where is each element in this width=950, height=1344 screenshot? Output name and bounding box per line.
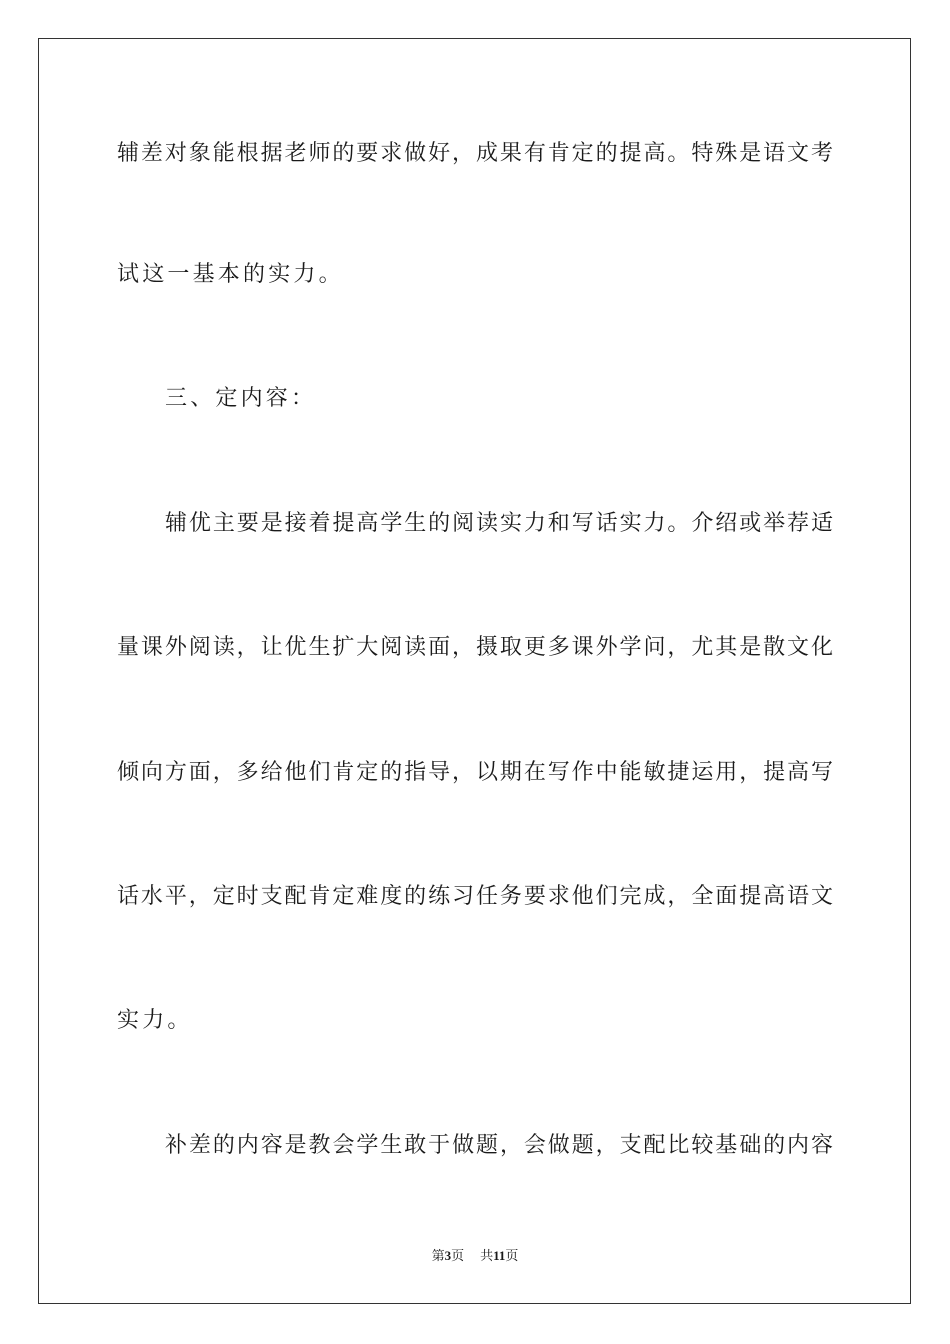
body-line-5: 量课外阅读，让优生扩大阅读面，摄取更多课外学问，尤其是散文化 <box>117 635 833 660</box>
body-line-6: 倾向方面，多给他们肯定的指导，以期在写作中能敏捷运用，提高写 <box>117 760 833 785</box>
body-line-7: 话水平，定时支配肯定难度的练习任务要求他们完成，全面提高语文 <box>117 884 833 909</box>
body-line-9: 补差的内容是教会学生敢于做题，会做题，支配比较基础的内容 <box>165 1133 833 1158</box>
page-footer <box>0 1247 950 1265</box>
footer-total-suffix: 页 <box>505 1248 519 1263</box>
footer-page-number: 3 <box>444 1248 452 1263</box>
footer-page-prefix: 第 <box>431 1248 445 1263</box>
footer-page-suffix: 页 <box>451 1248 465 1263</box>
body-line-8: 实力。 <box>117 1008 193 1033</box>
footer-total-pages: 11 <box>493 1248 506 1263</box>
body-line-4: 辅优主要是接着提高学生的阅读实力和写话实力。介绍或举荐适 <box>165 511 833 536</box>
page-border <box>38 38 911 1304</box>
body-line-2: 试这一基本的实力。 <box>117 262 344 287</box>
footer-total-prefix: 共 <box>480 1248 494 1263</box>
body-line-1: 辅差对象能根据老师的要求做好，成果有肯定的提高。特殊是语文考 <box>117 141 833 166</box>
section-heading-3: 三、定内容： <box>165 386 317 411</box>
